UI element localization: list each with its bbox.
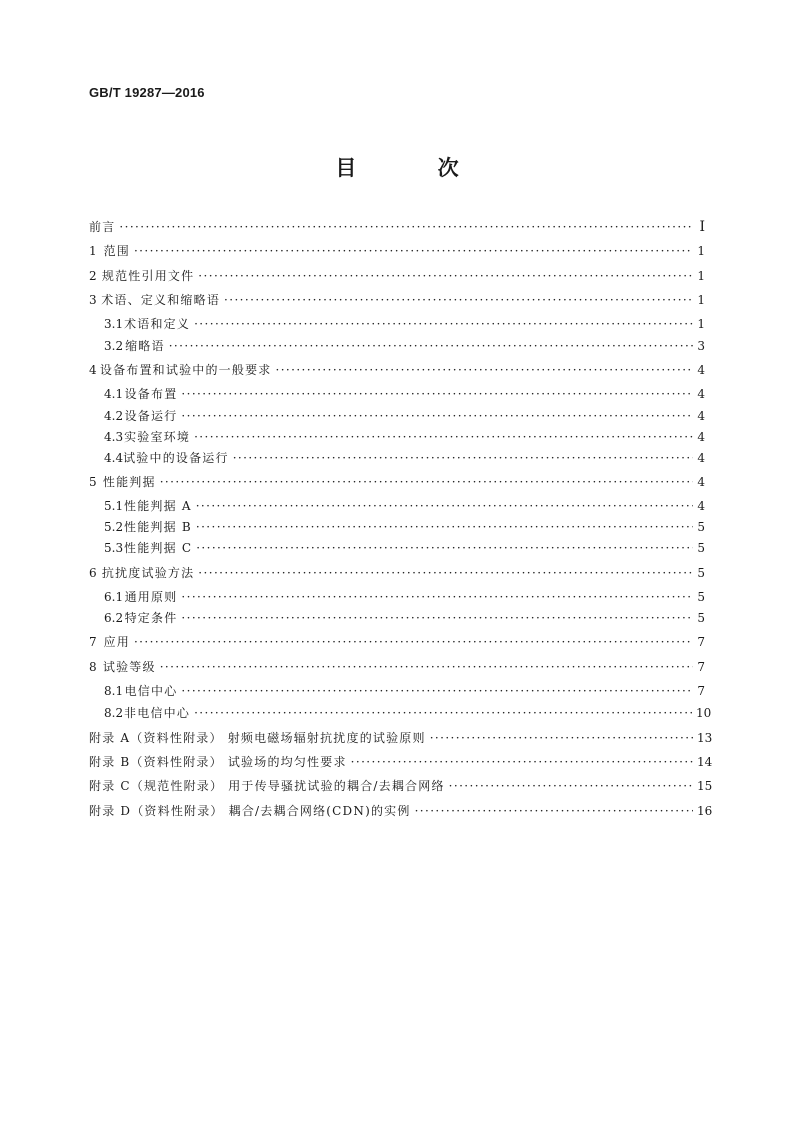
toc-entry[interactable] (104, 336, 705, 356)
toc-entry-page: 1 (697, 269, 705, 283)
toc-entry-title: 特定条件 (124, 611, 178, 625)
toc-entry-number: 7 (89, 635, 97, 649)
toc-entry[interactable] (104, 384, 705, 404)
toc-entry-page: 4 (697, 451, 705, 465)
toc-entry-title: 设备布置和试验中的一般要求 (99, 363, 272, 377)
toc-entry-page: 3 (697, 339, 705, 353)
toc-entry[interactable] (89, 563, 705, 583)
toc-entry-title: 附录 C（规范性附录） 用于传导骚扰试验的耦合/去耦合网络 (89, 779, 445, 793)
toc-entry-page: 7 (697, 684, 705, 698)
toc-leader-dots (196, 496, 693, 516)
toc-leader-dots (224, 290, 693, 310)
toc-entry[interactable] (104, 314, 705, 334)
toc-entry[interactable] (104, 608, 705, 628)
toc-entry-title: 非电信中心 (124, 706, 191, 720)
toc-leader-dots (198, 563, 693, 583)
toc-entry[interactable] (89, 752, 713, 772)
toc-entry-title: 范围 (103, 244, 130, 258)
toc-entry-title: 抗扰度试验方法 (101, 566, 195, 580)
toc-entry[interactable] (104, 496, 705, 516)
toc-leader-dots (181, 608, 693, 628)
toc-entry-number: 5 (89, 475, 97, 489)
toc-entry-page: 5 (697, 520, 705, 534)
toc-entry-number: 4.4 (104, 451, 124, 465)
toc-entry-number: 4.2 (104, 409, 124, 423)
toc-leader-dots (169, 336, 693, 356)
toc-entry[interactable] (89, 632, 705, 652)
toc-entry-page: 4 (697, 387, 705, 401)
toc-entry-number: 8.2 (104, 706, 124, 720)
toc-entry-number: 6.2 (104, 611, 124, 625)
toc-entry-number: 2 (89, 269, 97, 283)
toc-leader-dots (275, 360, 693, 380)
toc-leader-dots (351, 752, 693, 772)
toc-entry-page: 14 (697, 755, 713, 769)
toc-entry[interactable] (89, 776, 713, 796)
toc-entry[interactable] (89, 657, 705, 677)
toc-entry[interactable] (89, 801, 713, 821)
document-code: GB/T 19287—2016 (89, 85, 205, 100)
toc-entry-title: 性能判据 B (124, 520, 192, 534)
toc-leader-dots (196, 538, 693, 558)
toc-entry-page: 4 (697, 409, 705, 423)
toc-entry[interactable] (89, 728, 713, 748)
toc-entry-number: 6 (89, 566, 97, 580)
toc-entry-page: 1 (697, 293, 705, 307)
toc-entry-page: 5 (697, 611, 705, 625)
toc-leader-dots (119, 217, 693, 237)
toc-entry-title: 规范性引用文件 (101, 269, 195, 283)
toc-entry-page: 7 (697, 660, 705, 674)
toc-entry-title: 试验中的设备运行 (123, 451, 229, 465)
toc-leader-dots (194, 314, 693, 334)
toc-entry-title: 性能判据 (102, 475, 156, 489)
toc-entry-title: 术语和定义 (124, 317, 191, 331)
toc-entry-title: 术语、定义和缩略语 (101, 293, 221, 307)
toc-leader-dots (196, 517, 693, 537)
toc-entry[interactable] (104, 681, 705, 701)
toc-entry-number: 3.2 (104, 339, 124, 353)
toc-entry-page: 10 (696, 706, 712, 720)
toc-entry[interactable] (89, 360, 705, 380)
toc-leader-dots (198, 266, 693, 286)
toc-entry-number: 4.3 (104, 430, 124, 444)
toc-entry-number: 5.1 (104, 499, 124, 513)
toc-entry[interactable] (104, 587, 705, 607)
toc-entry-number: 5.2 (104, 520, 124, 534)
toc-leader-dots (160, 472, 693, 492)
toc-entry-page: 15 (697, 779, 713, 793)
toc-entry-number: 8.1 (104, 684, 124, 698)
toc-entry-page: 4 (697, 430, 705, 444)
toc-leader-dots (233, 448, 693, 468)
toc-entry-page: 16 (697, 804, 713, 818)
toc-entry-title: 附录 D（资料性附录） 耦合/去耦合网络(CDN)的实例 (89, 804, 411, 818)
toc-entry-title: 设备布置 (124, 387, 178, 401)
toc-entry-title: 实验室环境 (124, 430, 191, 444)
toc-entry-title: 缩略语 (125, 339, 165, 353)
toc-entry-page: 5 (697, 566, 705, 580)
toc-entry-number: 4.1 (104, 387, 124, 401)
toc-entry-page: 13 (697, 731, 713, 745)
toc-entry[interactable] (89, 217, 705, 237)
toc-leader-dots (449, 776, 693, 796)
toc-leader-dots (134, 241, 693, 261)
toc-leader-dots (181, 681, 693, 701)
toc-leader-dots (415, 801, 693, 821)
toc-entry-page: 4 (697, 499, 705, 513)
toc-entry-number: 3 (89, 293, 97, 307)
toc-entry-number: 5.3 (104, 541, 124, 555)
toc-entry-page: 5 (697, 541, 705, 555)
toc-entry-page: 4 (697, 475, 705, 489)
toc-entry[interactable] (104, 538, 705, 558)
page-title: 目 次 (335, 156, 496, 180)
toc-entry-page: 1 (697, 317, 705, 331)
toc-leader-dots (181, 406, 693, 426)
toc-entry[interactable] (104, 517, 705, 537)
toc-entry[interactable] (104, 427, 705, 447)
toc-entry-title: 前言 (89, 220, 116, 234)
toc-leader-dots (181, 384, 693, 404)
toc-leader-dots (160, 657, 693, 677)
toc-entry-page: 4 (697, 363, 705, 377)
toc-entry-title: 应用 (103, 635, 130, 649)
toc-entry-title: 性能判据 A (124, 499, 192, 513)
toc-leader-dots (194, 427, 693, 447)
toc-leader-dots (430, 728, 693, 748)
toc-entry-title: 试验等级 (102, 660, 156, 674)
toc-entry-page: 7 (697, 635, 705, 649)
toc-leader-dots (181, 587, 693, 607)
toc-entry-number: 6.1 (104, 590, 124, 604)
toc-entry-number: 3.1 (104, 317, 124, 331)
toc-entry[interactable] (104, 406, 705, 426)
toc-entry-title: 设备运行 (124, 409, 178, 423)
toc-entry-number: 8 (89, 660, 97, 674)
toc-leader-dots (194, 703, 692, 723)
toc-entry-title: 通用原则 (124, 590, 178, 604)
toc-leader-dots (134, 632, 693, 652)
toc-entry[interactable] (89, 241, 705, 261)
toc-entry-page: I (699, 219, 705, 235)
toc-entry[interactable] (89, 266, 705, 286)
toc-entry-title: 附录 B（资料性附录） 试验场的均匀性要求 (89, 755, 347, 769)
toc-entry[interactable] (89, 290, 705, 310)
toc-entry-number: 4 (89, 363, 97, 377)
toc-entry-title: 性能判据 C (124, 541, 193, 555)
toc-entry-page: 5 (697, 590, 705, 604)
toc-entry[interactable] (104, 448, 705, 468)
toc-entry-title: 电信中心 (124, 684, 178, 698)
toc-entry-title: 附录 A（资料性附录） 射频电磁场辐射抗扰度的试验原则 (89, 731, 426, 745)
toc-entry-number: 1 (89, 244, 97, 258)
toc-entry[interactable] (104, 703, 712, 723)
toc-entry-page: 1 (697, 244, 705, 258)
toc-entry[interactable] (89, 472, 705, 492)
